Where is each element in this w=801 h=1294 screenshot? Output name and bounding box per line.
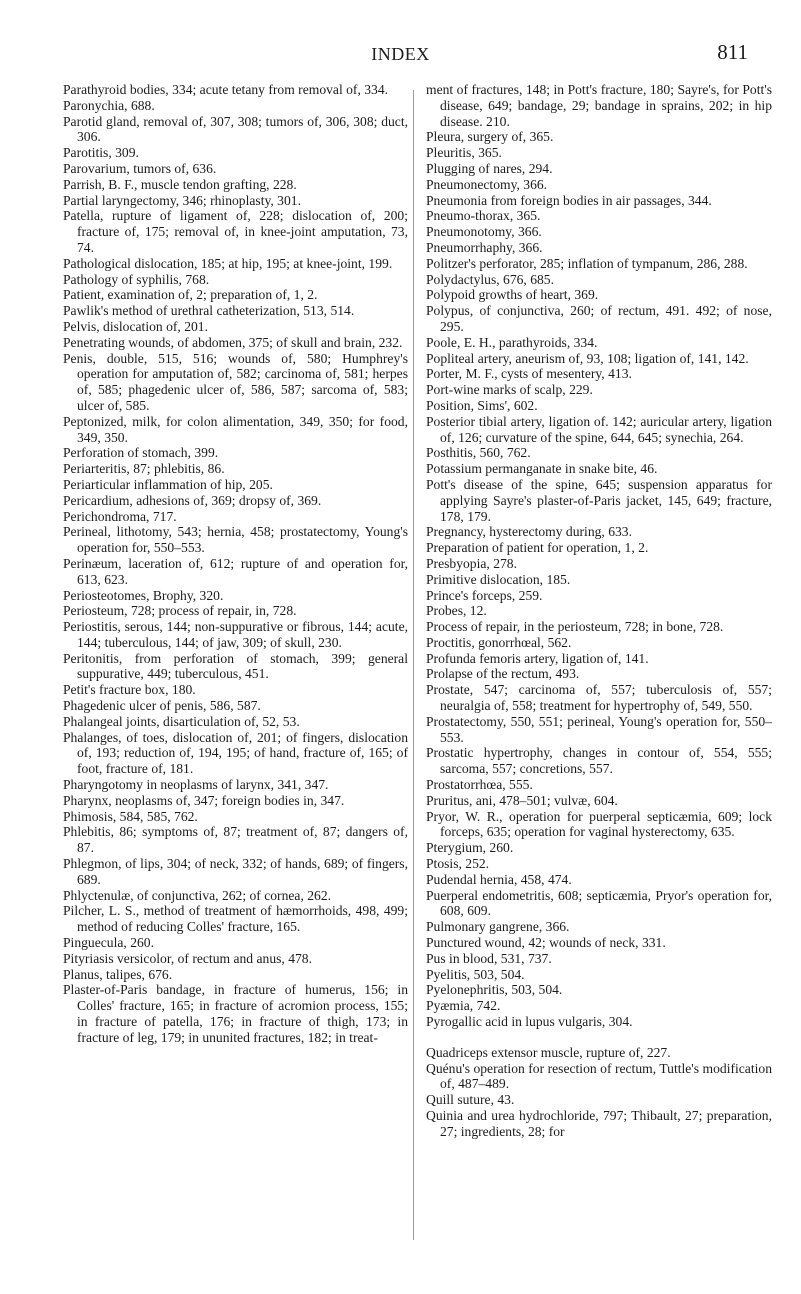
index-entry: Probes, 12. xyxy=(426,603,487,619)
index-entry: Pleuritis, 365. xyxy=(426,145,502,161)
index-entry: Prostatectomy, 550, 551; perineal, Young's operation for, 550–553. xyxy=(426,713,772,745)
index-entry: Partial laryngectomy, 346; rhinoplasty, 301. xyxy=(63,192,301,208)
index-entry: Pneumonia from foreign bodies in air passages, 344. xyxy=(426,192,712,208)
index-entry: Prince's forceps, 259. xyxy=(426,587,543,603)
index-entry: Phlebitis, 86; symptoms of, 87; treatment of, 87; dangers of, 87. xyxy=(63,824,408,856)
index-entry: Patient, examination of, 2; preparation of, 1, 2. xyxy=(63,287,318,303)
index-entry: Pneumo-thorax, 365. xyxy=(426,208,541,224)
index-entry: Pilcher, L. S., method of treatment of hæmorrhoids, 498, 499; method of reducing Colles' fracture, 165. xyxy=(63,903,408,935)
index-entry: Pharynx, neoplasms of, 347; foreign bodies in, 347. xyxy=(63,792,345,808)
index-entry: Porter, M. F., cysts of mesentery, 413. xyxy=(426,366,632,382)
index-entry: Pulmonary gangrene, 366. xyxy=(426,919,570,935)
index-entry: Planus, talipes, 676. xyxy=(63,966,173,982)
index-entry: Periosteotomes, Brophy, 320. xyxy=(63,587,224,603)
index-entry: Pathology of syphilis, 768. xyxy=(63,271,210,287)
index-entry: Pruritus, ani, 478–501; vulvæ, 604. xyxy=(426,792,618,808)
index-entry: Poole, E. H., parathyroids, 334. xyxy=(426,334,598,350)
index-entry: ment of fractures, 148; in Pott's fracture, 180; Sayre's, for Pott's disease, 649; bandage, 29; bandage in sprains, 202; in hip disease. 210. xyxy=(426,82,772,129)
index-entry: Position, Sims', 602. xyxy=(426,397,538,413)
index-entry: Pyrogallic acid in lupus vulgaris, 304. xyxy=(426,1014,633,1030)
index-entry: Patella, rupture of ligament of, 228; dislocation of, 200; fracture of, 175; removal of, in knee-joint amputation, 73, 74. xyxy=(63,208,408,255)
index-entry: Pott's disease of the spine, 645; suspension apparatus for applying Sayre's plaster-of-Paris jacket, 145, 649; fracture, 178, 179. xyxy=(426,476,772,524)
index-entry: Periostitis, serous, 144; non-suppurative or fibrous, 144; acute, 144; tuberculous, 144; of jaw, 309; of skull, 230. xyxy=(63,619,408,650)
running-title: INDEX xyxy=(371,44,430,64)
index-entry: Phlegmon, of lips, 304; of neck, 332; of hands, 689; of fingers, 689. xyxy=(63,856,408,887)
index-entry: Pterygium, 260. xyxy=(426,840,514,856)
index-entry: Politzer's perforator, 285; inflation of tympanum, 286, 288. xyxy=(426,255,748,271)
index-entry: Pyelitis, 503, 504. xyxy=(426,966,525,982)
index-entry: Periarteritis, 87; phlebitis, 86. xyxy=(63,461,225,477)
index-entry: Perineal, lithotomy, 543; hernia, 458; prostatectomy, Young's operation for, 550–553. xyxy=(63,524,408,556)
index-entry: Pericardium, adhesions of, 369; dropsy of, 369. xyxy=(63,492,322,508)
index-entry: Pityriasis versicolor, of rectum and anus, 478. xyxy=(63,950,313,966)
index-entry: Polypus, of conjunctiva, 260; of rectum, 491. 492; of nose, 295. xyxy=(426,303,772,334)
index-entry: Periosteum, 728; process of repair, in, 728. xyxy=(63,603,297,619)
index-entry: Pneumorrhaphy, 366. xyxy=(426,239,543,255)
index-entry: Phalanges, of toes, dislocation of, 201; of fingers, dislocation of, 193; reduction of, 194, 195; of hand, fracture of, 165; of foot, fracture of, 181. xyxy=(63,729,408,777)
index-entry: Phagedenic ulcer of penis, 586, 587. xyxy=(63,698,261,714)
index-entry: Periarticular inflammation of hip, 205. xyxy=(63,476,273,492)
index-entry: Plugging of nares, 294. xyxy=(426,160,553,176)
index-entry: Peritonitis, from perforation of stomach, 399; general suppurative, 449; tuberculous, 451. xyxy=(63,650,408,682)
index-entry: Prostate, 547; carcinoma of, 557; tuberculosis of, 557; neuralgia of, 558; treatment for hypertrophy of, 549, 550. xyxy=(426,682,772,714)
index-column-right xyxy=(426,82,772,1140)
index-column-left xyxy=(63,82,408,1046)
index-entry: Punctured wound, 42; wounds of neck, 331. xyxy=(426,935,666,951)
index-entry: Paronychia, 688. xyxy=(63,97,155,113)
index-entry: Phlyctenulæ, of conjunctiva, 262; of cornea, 262. xyxy=(63,887,332,903)
index-entry: Pyæmia, 742. xyxy=(426,998,501,1014)
index-entry: Pregnancy, hysterectomy during, 633. xyxy=(426,524,632,540)
index-entry: Parathyroid bodies, 334; acute tetany from removal of, 334. xyxy=(63,82,389,97)
index-entry: Pathological dislocation, 185; at hip, 195; at knee-joint, 199. xyxy=(63,255,393,271)
index-entry: Peptonized, milk, for colon alimentation, 349, 350; for food, 349, 350. xyxy=(63,413,408,445)
index-entry: Parovarium, tumors of, 636. xyxy=(63,160,217,176)
index-entry: Phalangeal joints, disarticulation of, 52, 53. xyxy=(63,713,300,729)
index-entry: Puerperal endometritis, 608; septicæmia, Pryor's operation for, 608, 609. xyxy=(426,887,772,919)
index-entry: Plaster-of-Paris bandage, in fracture of humerus, 156; in Colles' fracture, 165; in fracture of acromion process, 155; in fracture of patella, 176; in fracture of thigh, 173; in fracture of leg, 179; in ununited fractures, 182; in treat- xyxy=(63,982,408,1045)
index-entry: Preparation of patient for operation, 1, 2. xyxy=(426,540,649,556)
page-header xyxy=(0,40,801,70)
index-entry: Quinia and urea hydrochloride, 797; Thibault, 27; preparation, 27; ingredients, 28; for xyxy=(426,1108,772,1139)
index-entry: Pawlik's method of urethral catheterization, 513, 514. xyxy=(63,303,355,319)
index-entry: Potassium permanganate in snake bite, 46. xyxy=(426,461,658,477)
index-entry: Polydactylus, 676, 685. xyxy=(426,271,555,287)
index-entry: Pleura, surgery of, 365. xyxy=(426,129,554,145)
index-entry: Parrish, B. F., muscle tendon grafting, 228. xyxy=(63,176,297,192)
index-entry: Proctitis, gonorrhœal, 562. xyxy=(426,634,572,650)
index-entry: Pus in blood, 531, 737. xyxy=(426,950,552,966)
index-entry: Presbyopia, 278. xyxy=(426,555,517,571)
index-entry: Profunda femoris artery, ligation of, 141. xyxy=(426,650,649,666)
index-entry: Posthitis, 560, 762. xyxy=(426,445,531,461)
index-entry: Pelvis, dislocation of, 201. xyxy=(63,318,208,334)
index-entry: Process of repair, in the periosteum, 728; in bone, 728. xyxy=(426,619,724,635)
index-entry: Pharyngotomy in neoplasms of larynx, 341, 347. xyxy=(63,777,329,793)
index-entry: Penetrating wounds, of abdomen, 375; of skull and brain, 232. xyxy=(63,334,403,350)
index-entry: Perinæum, laceration of, 612; rupture of and operation for, 613, 623. xyxy=(63,555,408,587)
index-entry: Pudendal hernia, 458, 474. xyxy=(426,871,572,887)
index-entry: Parotid gland, removal of, 307, 308; tumors of, 306, 308; duct, 306. xyxy=(63,113,408,145)
index-entry: Penis, double, 515, 516; wounds of, 580; Humphrey's operation for amputation of, 582; carcinoma of, 581; herpes of, 585; phagedenic ulcer of, 586, 587; sarcoma of, 583; ulcer of, 585. xyxy=(63,350,408,413)
index-entry: Parotitis, 309. xyxy=(63,145,139,161)
index-entry: Pinguecula, 260. xyxy=(63,935,154,951)
index-entry: Pyelonephritis, 503, 504. xyxy=(426,982,563,998)
index-entry: Perichondroma, 717. xyxy=(63,508,177,524)
index-entry: Prolapse of the rectum, 493. xyxy=(426,666,580,682)
index-entry: Pneumonotomy, 366. xyxy=(426,224,542,240)
index-entry: Phimosis, 584, 585, 762. xyxy=(63,808,198,824)
index-entry: Popliteal artery, aneurism of, 93, 108; ligation of, 141, 142. xyxy=(426,350,749,366)
index-entry: Prostatorrhœa, 555. xyxy=(426,777,533,793)
index-entry: Perforation of stomach, 399. xyxy=(63,445,219,461)
index-entry: Prostatic hypertrophy, changes in contour of, 554, 555; sarcoma, 557; concretions, 557. xyxy=(426,745,772,777)
index-entry: Quill suture, 43. xyxy=(426,1092,515,1108)
index-entry: Polypoid growths of heart, 369. xyxy=(426,287,599,303)
index-entry: Quadriceps extensor muscle, rupture of, 227. xyxy=(426,1044,671,1060)
column-divider xyxy=(413,90,414,1240)
index-entry: Primitive dislocation, 185. xyxy=(426,571,571,587)
index-entry: Pneumonectomy, 366. xyxy=(426,176,548,192)
index-entry: Pryor, W. R., operation for puerperal septicæmia, 609; lock forceps, 635; operation for vaginal hysterectomy, 635. xyxy=(426,808,772,840)
index-entry: Quénu's operation for resection of rectum, Tuttle's modification of, 487–489. xyxy=(426,1060,772,1092)
index-entry: Ptosis, 252. xyxy=(426,856,490,872)
index-entry: Petit's fracture box, 180. xyxy=(63,682,196,698)
index-entry: Posterior tibial artery, ligation of. 142; auricular artery, ligation of, 126; curvature of the spine, 644, 645; synechia, 264. xyxy=(426,413,772,445)
page-number: 811 xyxy=(717,40,748,64)
index-entry: Port-wine marks of scalp, 229. xyxy=(426,382,593,398)
